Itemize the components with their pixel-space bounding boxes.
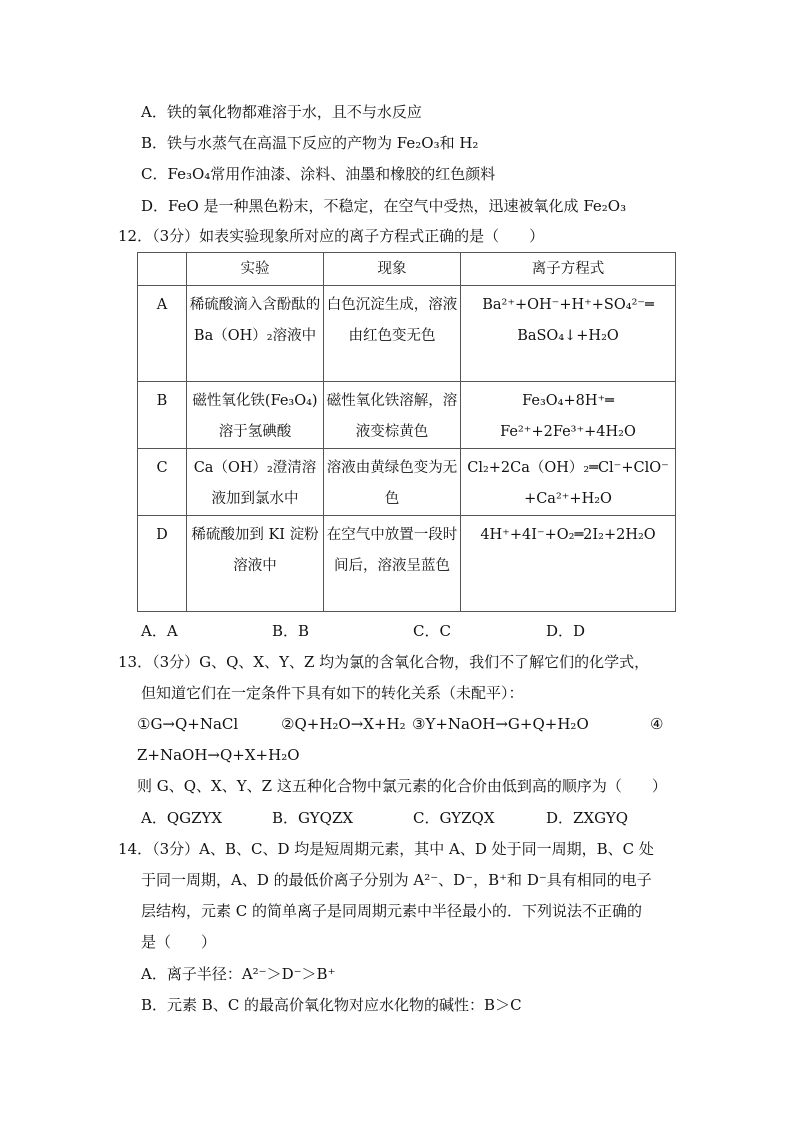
row-phenomenon: 溶液由黄绿色变为无色 (324, 449, 461, 516)
row-equation (461, 516, 676, 612)
row-phenomenon: 磁性氧化铁溶解，溶液变棕黄色 (324, 382, 461, 449)
q14-option-a[interactable]: A．离子半径：A²⁻＞D⁻＞B⁺ (141, 965, 336, 983)
equation-line-1: Ba²⁺+OH⁻+H⁺+SO₄²⁻═ (482, 297, 654, 313)
row-equation (461, 382, 676, 449)
row-equation (461, 286, 676, 382)
q14-stem-line-3: 层结构，元素 C 的简单离子是同周期元素中半径最小的．下列说法不正确的 (141, 902, 643, 920)
q14-stem-line-2: 于同一周期，A、D 的最低价离子分别为 A²⁻、D⁻，B⁺和 D⁻具有相同的电子 (141, 871, 652, 889)
equation-line-1: 4H⁺+4I⁻+O₂═2I₂+2H₂O (480, 527, 656, 543)
q13-option-d[interactable]: D．ZXGYQ (546, 809, 629, 827)
q13-reaction-1: ①G→Q+NaCl (137, 715, 239, 733)
equation-line-2: +Ca²⁺+H₂O (524, 491, 612, 507)
row-experiment: 稀硫酸滴入含酚酞的 Ba（OH）₂溶液中 (187, 286, 324, 382)
q13-reaction-3: ③Y+NaOH→G+Q+H₂O (412, 715, 589, 733)
q13-stem-line-2: 但知道它们在一定条件下具有如下的转化关系（未配平）： (141, 684, 524, 702)
q12-option-b[interactable]: B．B (272, 622, 310, 640)
table-header-row (138, 253, 676, 286)
row-label: A (138, 286, 187, 382)
q12-stem: 12．（3分）如表实验现象所对应的离子方程式正确的是（ ） (118, 227, 545, 245)
q11-option-c[interactable]: C．Fe₃O₄常用作油漆、涂料、油墨和橡胶的红色颜料 (141, 165, 496, 183)
q12-option-d[interactable]: D．D (546, 622, 586, 640)
q11-option-b[interactable]: B．铁与水蒸气在高温下反应的产物为 Fe₂O₃和 H₂ (141, 134, 479, 152)
q13-question: 则 G、Q、X、Y、Z 这五种化合物中氯元素的化合价由低到高的顺序为（ ） (137, 777, 667, 795)
row-experiment: Ca（OH）₂澄清溶液加到氯水中 (187, 449, 324, 516)
equation-line-2: BaSO₄↓+H₂O (517, 328, 619, 344)
header-experiment: 实验 (187, 253, 324, 286)
q14-stem-line-4: 是（ ） (141, 933, 217, 951)
header-equation: 离子方程式 (461, 253, 676, 286)
equation-line-1: Fe₃O₄+8H⁺═ (522, 393, 614, 409)
table-row (138, 286, 676, 382)
table-row (138, 449, 676, 516)
row-label: D (138, 516, 187, 612)
table-row (138, 382, 676, 449)
q13-reaction-2: ②Q+H₂O→X+H₂ (281, 715, 406, 733)
q12-option-a[interactable]: A．A (141, 622, 178, 640)
row-equation (461, 449, 676, 516)
row-phenomenon: 白色沉淀生成，溶液由红色变无色 (324, 286, 461, 382)
q12-table (137, 252, 676, 612)
q13-reaction-4: Z+NaOH→Q+X+H₂O (137, 746, 300, 764)
q14-stem-line-1: 14．（3分）A、B、C、D 均是短周期元素，其中 A、D 处于同一周期，B、C 处 (118, 840, 654, 858)
equation-line-2: Fe²⁺+2Fe³⁺+4H₂O (500, 424, 636, 440)
header-phenomenon: 现象 (324, 253, 461, 286)
q12-option-c[interactable]: C．C (413, 622, 451, 640)
header-blank (138, 253, 187, 286)
q14-option-b[interactable]: B．元素 B、C 的最高价氧化物对应水化物的碱性：B＞C (141, 996, 522, 1014)
q11-option-a[interactable]: A．铁的氧化物都难溶于水，且不与水反应 (141, 103, 422, 121)
row-experiment: 稀硫酸加到 KI 淀粉溶液中 (187, 516, 324, 612)
q13-option-a[interactable]: A．QGZYX (141, 809, 223, 827)
q13-option-b[interactable]: B．GYQZX (272, 809, 354, 827)
row-phenomenon: 在空气中放置一段时间后，溶液呈蓝色 (324, 516, 461, 612)
q13-reaction-4-marker: ④ (650, 715, 664, 733)
equation-line-1: Cl₂+2Ca（OH）₂═Cl⁻+ClO⁻ (467, 460, 669, 476)
row-label: C (138, 449, 187, 516)
row-label: B (138, 382, 187, 449)
table-row (138, 516, 676, 612)
q13-option-c[interactable]: C．GYZQX (413, 809, 495, 827)
q11-option-d[interactable]: D．FeO 是一种黑色粉末，不稳定，在空气中受热，迅速被氧化成 Fe₂O₃ (141, 197, 627, 215)
row-experiment: 磁性氧化铁(Fe₃O₄)溶于氢碘酸 (187, 382, 324, 449)
q13-stem-line-1: 13．（3分）G、Q、X、Y、Z 均为氯的含氧化合物，我们不了解它们的化学式， (118, 653, 650, 671)
